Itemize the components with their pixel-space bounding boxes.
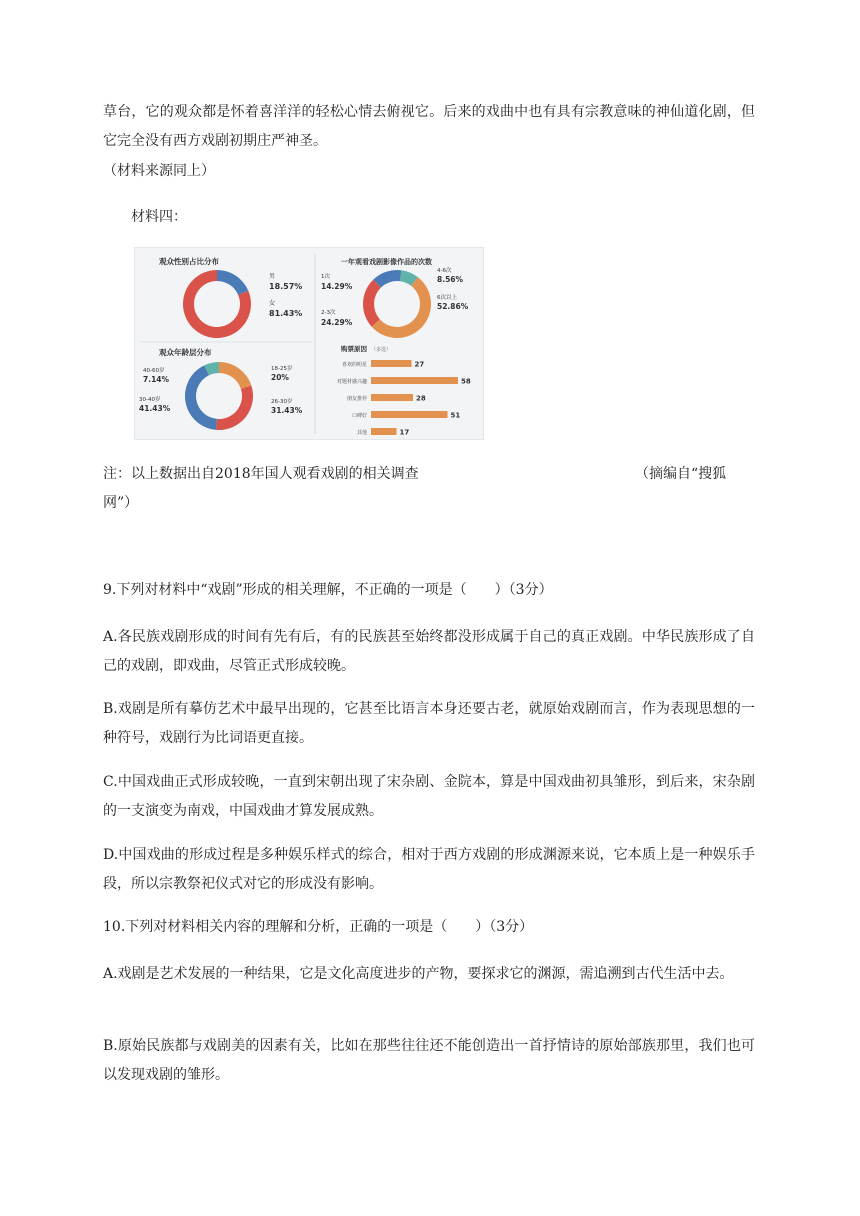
gender-value-female: 81.43% bbox=[269, 309, 303, 318]
times-label-4-6: 4-6次 bbox=[437, 268, 452, 274]
note-line bbox=[103, 460, 755, 489]
age-donut-slice-1 bbox=[216, 385, 253, 430]
reasons-category-1: 对题材感兴趣 bbox=[336, 379, 367, 385]
age-value-18-25: 20% bbox=[271, 373, 289, 382]
age-value-30-40: 41.43% bbox=[139, 404, 171, 413]
reasons-chart-subtitle: （多选） bbox=[371, 347, 392, 353]
age-value-26-30: 31.43% bbox=[271, 406, 303, 415]
note-text: 注：以上数据出自2018年国人观看戏剧的相关调查 bbox=[103, 466, 419, 482]
question-10-option-a: A.戏剧是艺术发展的一种结果，它是文化高度进步的产物，要探求它的渊源，需追溯到古代生活中去。 bbox=[103, 966, 734, 982]
question-9-stem: 9.下列对材料中“戏剧”形成的相关理解，不正确的一项是（ ）（3分） bbox=[103, 582, 553, 598]
intro-paragraph: 草台，它的观众都是怀着喜洋洋的轻松心情去俯视它。后来的戏曲中也有具有宗教意味的神仙道化剧，但它完全没有西方戏剧初期庄严神圣。 bbox=[103, 104, 755, 149]
gender-label-female: 女 bbox=[269, 300, 276, 307]
gender-label-male: 男 bbox=[269, 273, 276, 280]
question-9-option-b: B.戏剧是所有摹仿艺术中最早出现的，它甚至比语言本身还要古老，就原始戏剧而言，作为表现思想的一种符号，戏剧行为比词语更直接。 bbox=[103, 701, 755, 746]
question-9-option-d: D.中国戏曲的形成过程是多种娱乐样式的综合，相对于西方戏剧的形成渊源来说，它本质上是一种娱乐手段，所以宗教祭祀仪式对它的形成没有影响。 bbox=[103, 847, 755, 892]
gender-donut-slice-0 bbox=[217, 270, 248, 295]
age-value-40-60: 7.14% bbox=[143, 375, 170, 384]
times-value-6plus: 52.86% bbox=[437, 302, 469, 311]
age-chart-title: 观众年龄层分布 bbox=[159, 348, 212, 357]
reasons-category-4: 其他 bbox=[356, 430, 367, 436]
survey-charts-svg bbox=[135, 248, 483, 439]
note-source-a: （摘编自“搜狐 bbox=[635, 466, 727, 482]
reasons-value-4: 17 bbox=[399, 428, 410, 437]
times-value-1: 14.29% bbox=[321, 282, 353, 291]
note-source-b: 网”） bbox=[103, 495, 139, 511]
age-donut-slice-2 bbox=[185, 365, 217, 429]
reasons-value-3: 51 bbox=[450, 411, 461, 420]
times-value-4-6: 8.56% bbox=[437, 275, 464, 284]
reasons-value-1: 58 bbox=[461, 377, 471, 386]
times-donut-slice-1 bbox=[363, 280, 381, 327]
reasons-bar-3 bbox=[371, 411, 448, 418]
age-label-26-30: 26-30岁 bbox=[271, 399, 293, 405]
reasons-bar-4 bbox=[371, 428, 397, 435]
source-note: （材料来源同上） bbox=[103, 163, 215, 179]
reasons-bar-0 bbox=[371, 360, 412, 367]
times-label-6plus: 6次以上 bbox=[437, 295, 457, 301]
reasons-chart-title: 购票原因 bbox=[341, 345, 367, 353]
question-10-stem: 10.下列对材料相关内容的理解和分析，正确的一项是（ ）（3分） bbox=[103, 919, 534, 935]
reasons-bar-1 bbox=[371, 377, 458, 384]
age-label-18-25: 18-25岁 bbox=[271, 366, 293, 372]
reasons-value-0: 27 bbox=[414, 360, 425, 369]
reasons-category-3: 口碑好 bbox=[351, 413, 367, 419]
reasons-category-2: 朋友推荐 bbox=[346, 396, 367, 402]
times-value-2-3: 24.29% bbox=[321, 318, 353, 327]
reasons-category-0: 喜欢的明星 bbox=[341, 362, 367, 368]
reasons-bar-2 bbox=[371, 394, 413, 401]
times-label-2-3: 2-3次 bbox=[321, 310, 336, 316]
gender-chart-title: 观众性别占比分布 bbox=[159, 257, 219, 266]
age-label-40-60: 40-60岁 bbox=[143, 368, 165, 374]
material-four-label: 材料四： bbox=[131, 209, 187, 225]
times-chart-title: 一年观看戏剧影像作品的次数 bbox=[341, 258, 432, 266]
question-10-option-b: B.原始民族都与戏剧美的因素有关，比如在那些往往还不能创造出一首抒情诗的原始部族那里，我们也可以发现戏剧的雏形。 bbox=[103, 1038, 755, 1083]
gender-value-male: 18.57% bbox=[269, 282, 303, 291]
survey-figure bbox=[134, 247, 484, 440]
age-label-30-40: 30-40岁 bbox=[139, 397, 161, 403]
question-9-option-a: A.各民族戏剧形成的时间有先有后，有的民族甚至始终都没形成属于自己的真正戏剧。中华民族形成了自己的戏剧，即戏曲，尽管正式形成较晚。 bbox=[103, 629, 755, 674]
times-label-1: 1次 bbox=[321, 274, 330, 280]
reasons-value-2: 28 bbox=[416, 394, 426, 403]
age-donut-slice-0 bbox=[219, 362, 251, 389]
question-9-option-c: C.中国戏曲正式形成较晚，一直到宋朝出现了宋杂剧、金院本，算是中国戏曲初具雏形，到后来，宋杂剧的一支演变为南戏，中国戏曲才算发展成熟。 bbox=[103, 774, 755, 819]
